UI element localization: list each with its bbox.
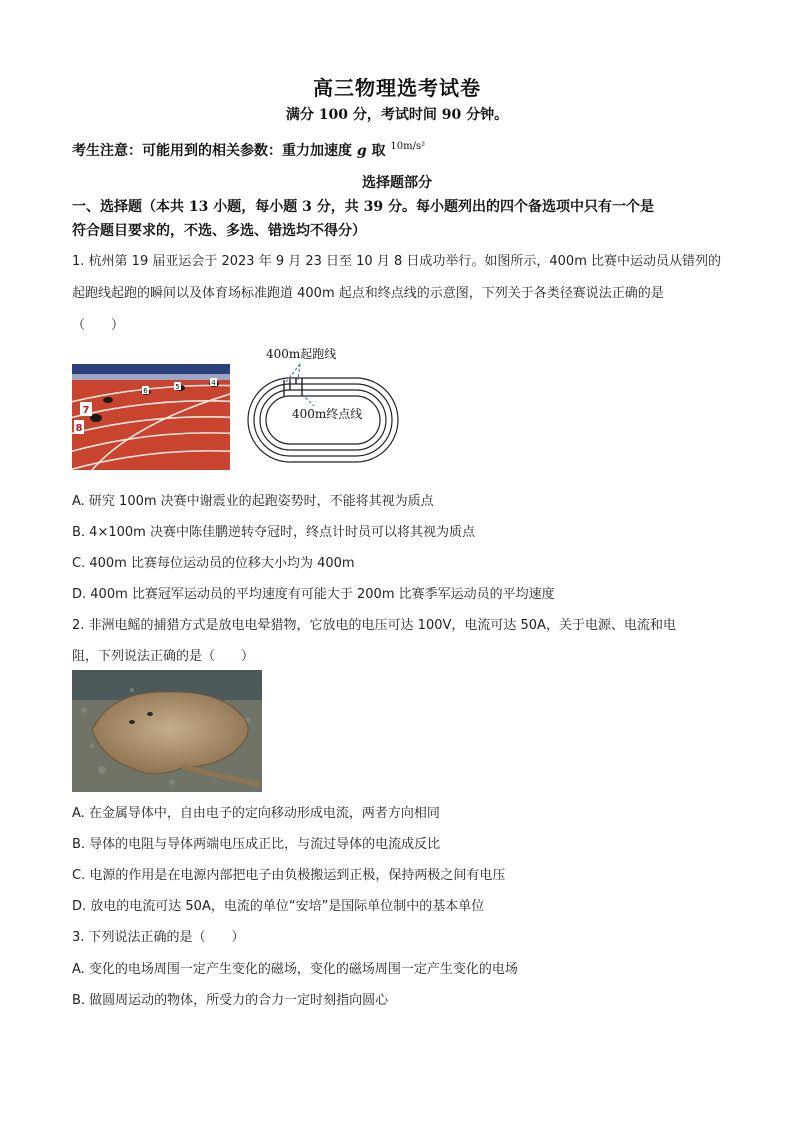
part-instruction-line-1: 一、选择题（本共 13 小题，每小题 3 分，共 39 分。每小题列出的四个备选项中只有一个是: [72, 199, 654, 215]
q2-option-c: C. 电源的作用是在电源内部把电子由负极搬运到正极，保持两极之间有电压: [72, 868, 506, 883]
q2-option-b: B. 导体的电阻与导体两端电压成正比，与流过导体的电流成反比: [72, 837, 441, 852]
notice-g-symbol: g: [356, 143, 367, 159]
notice-take: 取: [371, 143, 386, 159]
electric-ray-photo: [72, 670, 262, 792]
q1-stem-line-1: 1. 杭州第 19 届亚运会于 2023 年 9 月 23 日至 10 月 8 日成功举行。如图所示，400m 比赛中运动员从错列的: [72, 254, 721, 269]
q3-option-a: A. 变化的电场周围一定产生变化的磁场，变化的磁场周围一定产生变化的电场: [72, 962, 518, 977]
section-heading: 选择题部分: [362, 175, 432, 191]
q1-option-a: A. 研究 100m 决赛中谢震业的起跑姿势时，不能将其视为质点: [72, 494, 434, 509]
q2-option-d: D. 放电的电流可达 50A，电流的单位“安培”是国际单位制中的基本单位: [72, 899, 485, 914]
bib-6: 6: [143, 387, 148, 395]
q2-stem-line-2: 阻，下列说法正确的是（ ）: [72, 649, 255, 664]
track-diagram: [240, 340, 410, 464]
q2-stem-line-1: 2. 非洲电鳐的捕猎方式是放电电晕猎物，它放电的电压可达 100V，电流可达 50A，关于电源、电流和电: [72, 618, 676, 633]
q2-option-a: A. 在金属导体中，自由电子的定向移动形成电流，两者方向相同: [72, 806, 440, 821]
bib-4: 4: [211, 379, 216, 387]
exam-subtitle: 满分 100 分，考试时间 90 分钟。: [285, 107, 509, 123]
track-photo: [72, 364, 230, 470]
q3-option-b: B. 做圆周运动的物体，所受力的合力一定时刻指向圆心: [72, 993, 389, 1008]
q1-option-c: C. 400m 比赛每位运动员的位移大小均为 400m: [72, 556, 355, 571]
exam-notice: [72, 140, 425, 160]
q3-stem: 3. 下列说法正确的是（ ）: [72, 930, 245, 945]
q1-option-b: B. 4×100m 决赛中陈佳鹏逆转夺冠时，终点计时员可以将其视为质点: [72, 525, 475, 540]
notice-prefix: 考生注意：可能用到的相关参数：重力加速度: [72, 143, 352, 159]
q1-stem-line-2: 起跑线起跑的瞬间以及体育场标准跑道 400m 起点和终点线的示意图，下列关于各类径赛说法正确的是: [72, 286, 664, 301]
finish-line-label: 400m终点线: [292, 407, 363, 421]
part-instruction-line-2: 符合题目要求的，不选、多选、错选均不得分）: [72, 223, 366, 239]
page-title: 高三物理选考试卷: [313, 76, 481, 100]
q1-option-d: D. 400m 比赛冠军运动员的平均速度有可能大于 200m 比赛季军运动员的平均速度: [72, 587, 555, 602]
bib-5: 5: [175, 383, 180, 391]
start-line-label: 400m起跑线: [266, 347, 337, 361]
bib-7: 7: [82, 405, 90, 416]
bib-8: 8: [75, 423, 83, 434]
notice-g-value: 10m/s²: [390, 141, 426, 152]
q1-stem-line-3: （ ）: [72, 318, 125, 333]
